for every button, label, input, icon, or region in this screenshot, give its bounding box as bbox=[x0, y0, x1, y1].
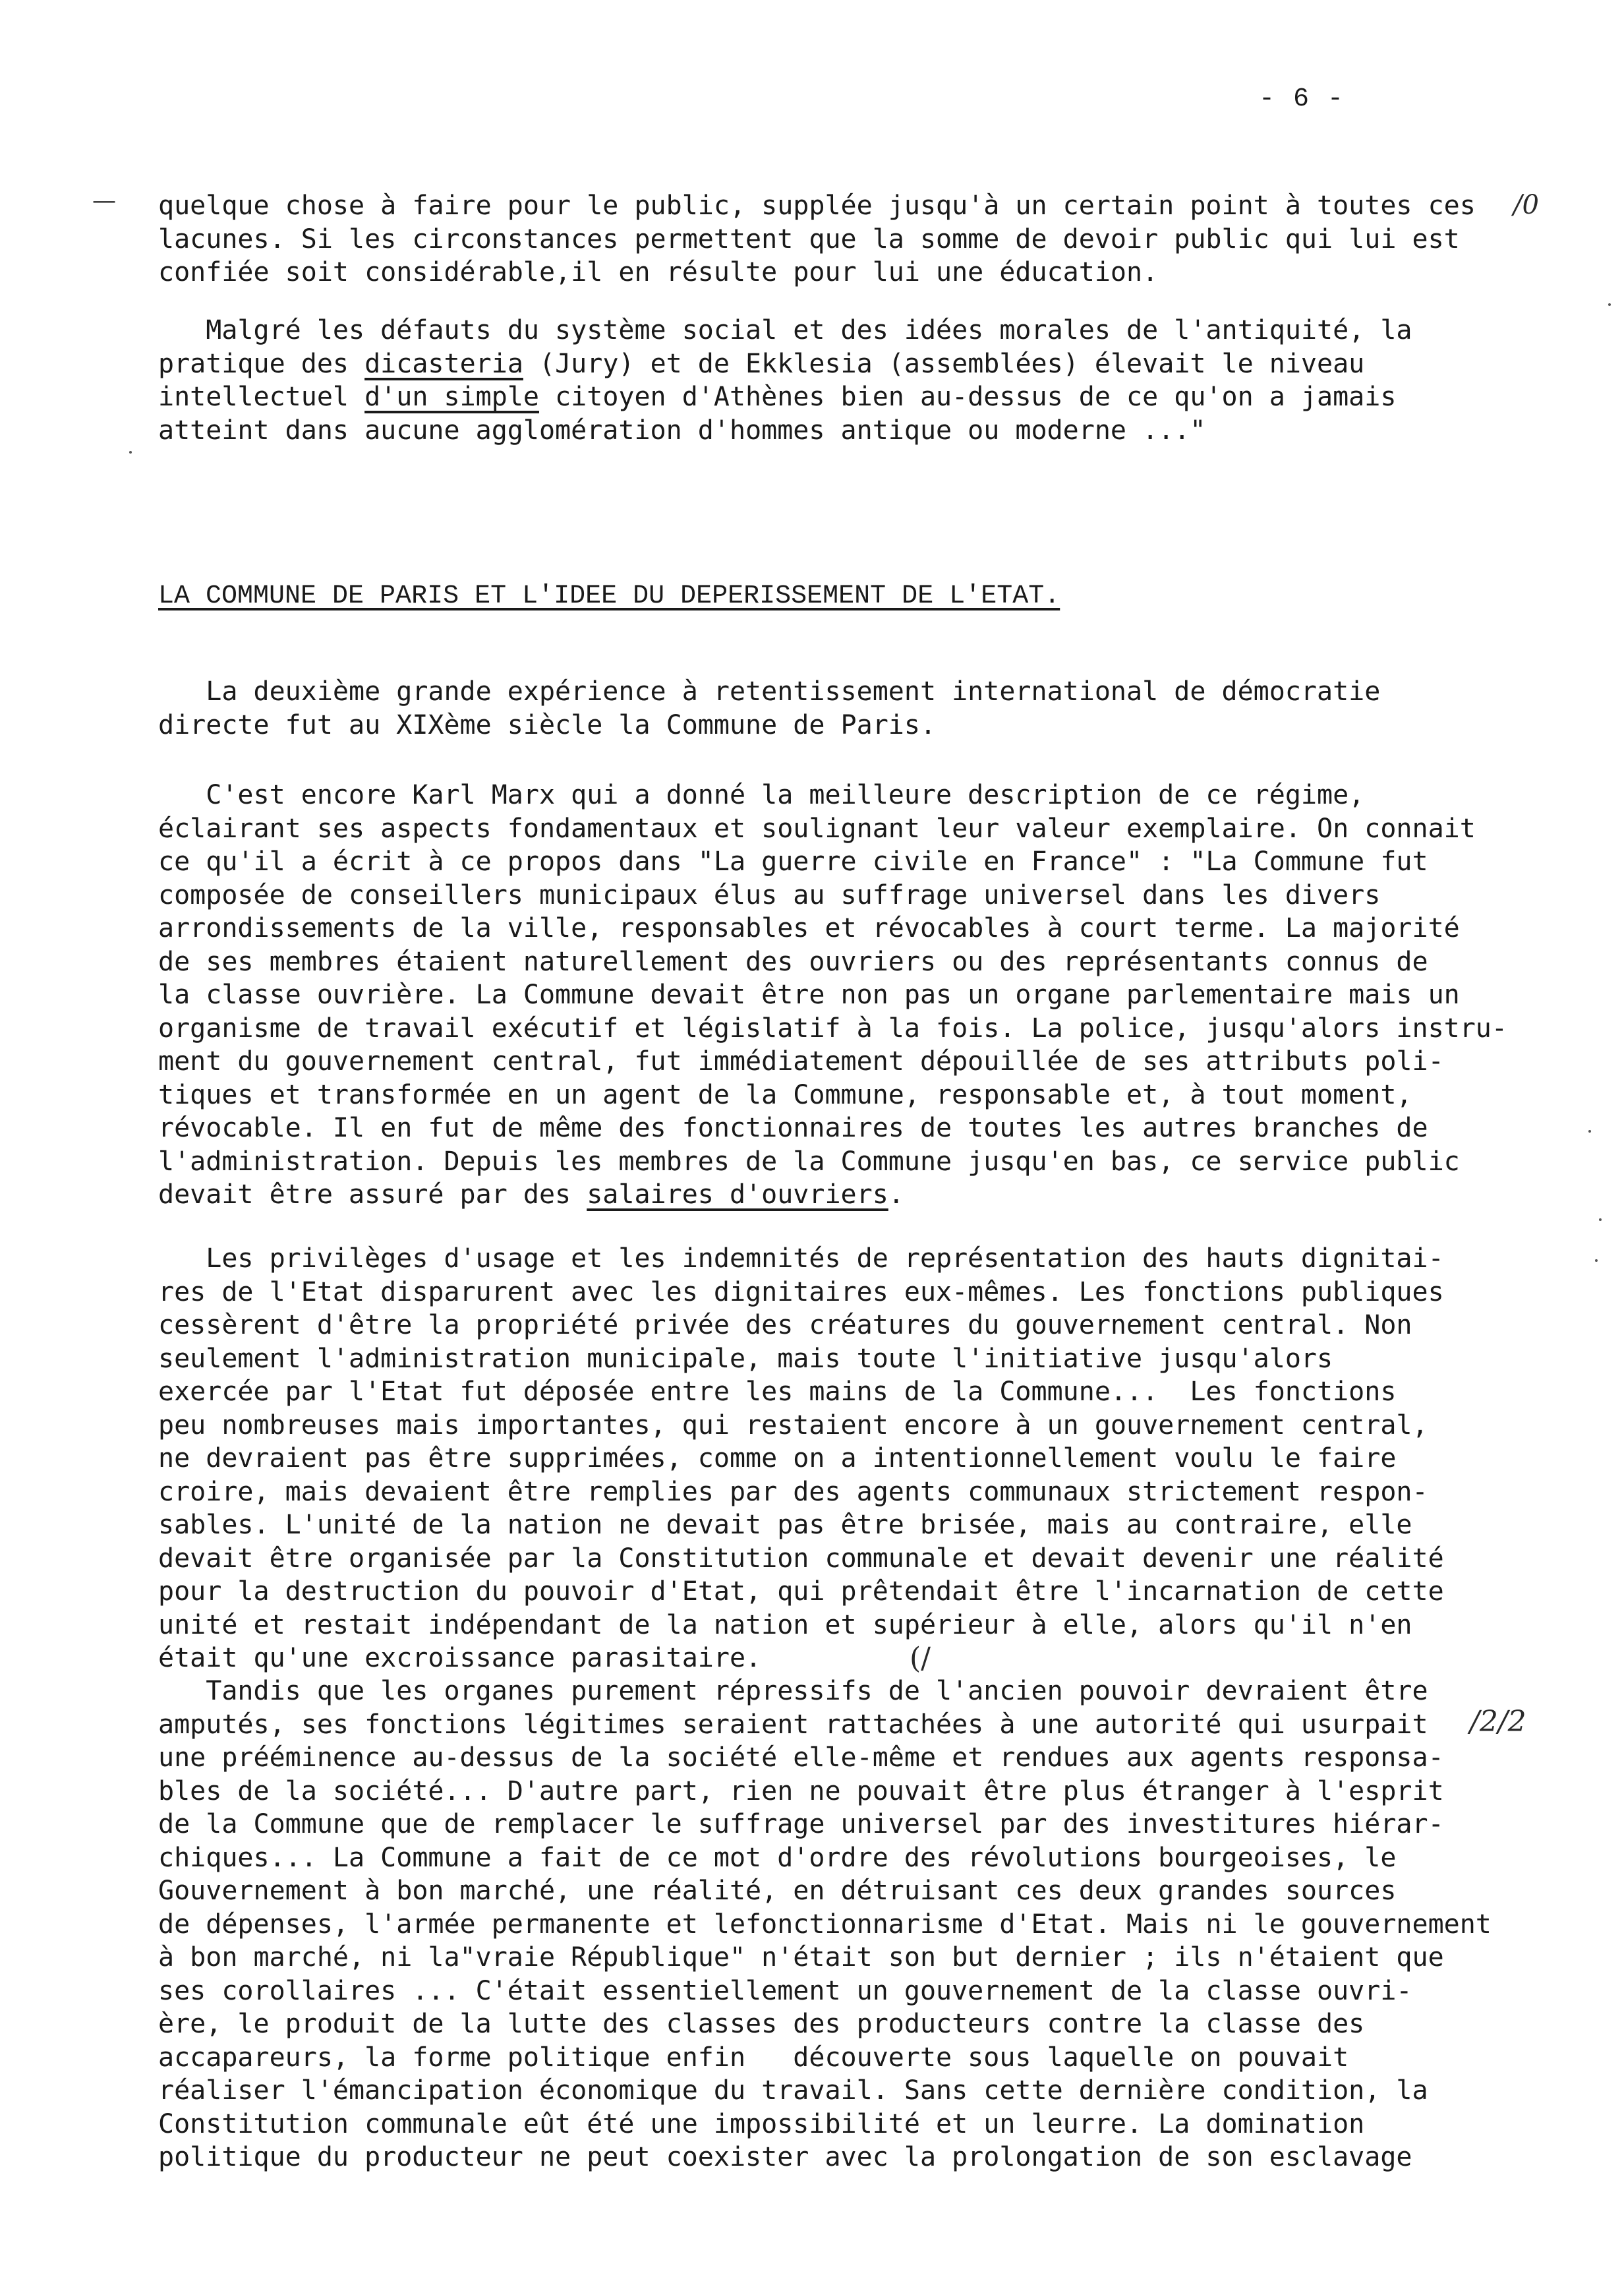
text-line: de ses membres étaient naturellement des ouvriers ou des représentants connus de bbox=[158, 946, 1428, 977]
text-line: politique du producteur ne peut coexister avec la prolongation de son esclavage bbox=[158, 2142, 1412, 2172]
text-line: Gouvernement à bon marché, une réalité, en détruisant ces deux grandes sources bbox=[158, 1876, 1397, 1906]
text-line: éclairant ses aspects fondamentaux et soulignant leur valeur exemplaire. On connait bbox=[158, 813, 1476, 844]
text-line: cessèrent d'être la propriété privée des créatures du gouvernement central. Non bbox=[158, 1310, 1412, 1340]
text-line: composée de conseillers municipaux élus au suffrage universel dans les divers bbox=[158, 879, 1381, 910]
text-line: était qu'une excroissance parasitaire. bbox=[158, 1643, 762, 1673]
text-line: révocable. Il en fut de même des fonctionnaires de toutes les autres branches de bbox=[158, 1113, 1428, 1143]
text-line: ce qu'il a écrit à ce propos dans "La guerre civile en France" : "La Commune fut bbox=[158, 847, 1428, 877]
text-line: accapareurs, la forme politique enfin découverte sous laquelle on pouvait bbox=[158, 2042, 1349, 2073]
text-line: La deuxième grande expérience à retentissement international de démocratie bbox=[158, 676, 1381, 707]
paragraph-continuation bbox=[158, 189, 1575, 289]
text-line: res de l'Etat disparurent avec les dignitaires eux-mêmes. Les fonctions publiques bbox=[158, 1276, 1444, 1307]
text-line: quelque chose à faire pour le public, supplée jusqu'à un certain point à toutes ces bbox=[158, 191, 1476, 221]
paragraph-commune-intro bbox=[158, 675, 1575, 742]
text-line: ne devraient pas être supprimées, comme on a intentionnellement voulu le faire bbox=[158, 1443, 1397, 1473]
text-line: à bon marché, ni la"vraie République" n'était son but dernier ; ils n'étaient que bbox=[158, 1942, 1444, 1973]
handwritten-note-right: /2/2 bbox=[1470, 1705, 1526, 1739]
handwritten-note-top: /0 bbox=[1513, 190, 1539, 220]
text-line: Malgré les défauts du système social et des idées morales de l'antiquité, la bbox=[158, 315, 1412, 345]
paragraph-repressive-organs bbox=[158, 1675, 1575, 2174]
text-line: devait être organisée par la Constitution communale et devait devenir une réalité bbox=[158, 1543, 1444, 1574]
text-line: l'administration. Depuis les membres de la Commune jusqu'en bas, ce service public bbox=[158, 1146, 1460, 1177]
text-line: directe fut au XIXème siècle la Commune de Paris. bbox=[158, 709, 937, 740]
text-line: Constitution communale eût été une impossibilité et un leurre. La domination bbox=[158, 2108, 1365, 2139]
text-line: de la Commune que de remplacer le suffrage universel par des investitures hiérar- bbox=[158, 1809, 1444, 1839]
speck bbox=[1588, 1130, 1591, 1133]
text-line: Tandis que les organes purement répressifs de l'ancien pouvoir devraient être bbox=[158, 1676, 1428, 1706]
text-line: ses corollaires ... C'était essentiellement un gouvernement de la classe ouvri- bbox=[158, 1975, 1412, 2006]
text-line: sables. L'unité de la nation ne devait pas être brisée, mais au contraire, elle bbox=[158, 1510, 1412, 1540]
text-line: ère, le produit de la lutte des classes des producteurs contre la classe des bbox=[158, 2009, 1365, 2039]
text-line: de dépenses, l'armée permanente et lefonctionnarisme d'Etat. Mais ni le gouvernement bbox=[158, 1909, 1492, 1940]
text-line: peu nombreuses mais importantes, qui restaient encore à un gouvernement central, bbox=[158, 1410, 1428, 1441]
underlined-phrase: salaires d'ouvriers bbox=[587, 1179, 888, 1210]
text-line: chiques... La Commune a fait de ce mot d'ordre des révolutions bourgeoises, le bbox=[158, 1842, 1397, 1873]
text-line: seulement l'administration municipale, mais toute l'initiative jusqu'alors bbox=[158, 1343, 1333, 1374]
handwritten-note-mid: (/ bbox=[910, 1642, 931, 1675]
text-line: unité et restait indépendant de la nation et supérieur à elle, alors qu'il n'en bbox=[158, 1609, 1412, 1640]
text-line: ment du gouvernement central, fut immédiatement dépouillée de ses attributs poli- bbox=[158, 1046, 1444, 1077]
paragraph-marx-quote bbox=[158, 779, 1575, 1212]
speck bbox=[1608, 303, 1611, 306]
text-line: croire, mais devaient être remplies par des agents communaux strictement respon- bbox=[158, 1476, 1428, 1507]
text-line: pour la destruction du pouvoir d'Etat, qui prêtendait être l'incarnation de cette bbox=[158, 1576, 1444, 1607]
page-number: - 6 - bbox=[1259, 84, 1345, 114]
margin-dash: — bbox=[92, 187, 116, 214]
text-line: la classe ouvrière. La Commune devait être non pas un organe parlementaire mais un bbox=[158, 980, 1460, 1010]
text-line: une prééminence au-dessus de la société elle-même et rendues aux agents responsa- bbox=[158, 1742, 1444, 1773]
text-line: organisme de travail exécutif et législatif à la fois. La police, jusqu'alors instru- bbox=[158, 1013, 1507, 1044]
text-line: Les privilèges d'usage et les indemnités de représentation des hauts dignitai- bbox=[158, 1243, 1444, 1274]
speck bbox=[1599, 1218, 1602, 1221]
text-line: arrondissements de la ville, responsables et révocables à court terme. La majorité bbox=[158, 913, 1460, 943]
text-line: devait être assuré par des salaires d'ouvriers. bbox=[158, 1179, 904, 1210]
text-line: bles de la société... D'autre part, rien ne pouvait être plus étranger à l'esprit bbox=[158, 1775, 1444, 1806]
text-line: atteint dans aucune agglomération d'hommes antique ou moderne ..." bbox=[158, 415, 1206, 446]
text-line: exercée par l'Etat fut déposée entre les mains de la Commune... Les fonctions bbox=[158, 1377, 1397, 1407]
text-line: réaliser l'émancipation économique du travail. Sans cette dernière condition, la bbox=[158, 2075, 1428, 2106]
text-line: pratique des dicasteria (Jury) et de Ekklesia (assemblées) élevait le niveau bbox=[158, 348, 1365, 379]
text-line: intellectuel d'un simple citoyen d'Athènes bien au-dessus de ce qu'on a jamais bbox=[158, 382, 1397, 412]
text-line: C'est encore Karl Marx qui a donné la meilleure description de ce régime, bbox=[158, 780, 1365, 810]
text-line: lacunes. Si les circonstances permettent que la somme de devoir public qui lui est bbox=[158, 223, 1460, 254]
speck bbox=[129, 451, 132, 454]
section-heading: LA COMMUNE DE PARIS ET L'IDEE DU DEPERISSEMENT DE L'ETAT. bbox=[158, 581, 1060, 611]
underlined-phrase: dicasteria bbox=[364, 348, 523, 379]
text-line: amputés, ses fonctions légitimes seraient rattachées à une autorité qui usurpait bbox=[158, 1709, 1428, 1740]
paragraph-athens bbox=[158, 314, 1575, 447]
speck bbox=[1595, 1259, 1598, 1262]
text-line: confiée soit considérable,il en résulte pour lui une éducation. bbox=[158, 257, 1159, 287]
paragraph-privileges bbox=[158, 1242, 1575, 1675]
text-line: tiques et transformée en un agent de la Commune, responsable et, à tout moment, bbox=[158, 1079, 1412, 1110]
underlined-phrase: d'un simple bbox=[364, 382, 539, 412]
